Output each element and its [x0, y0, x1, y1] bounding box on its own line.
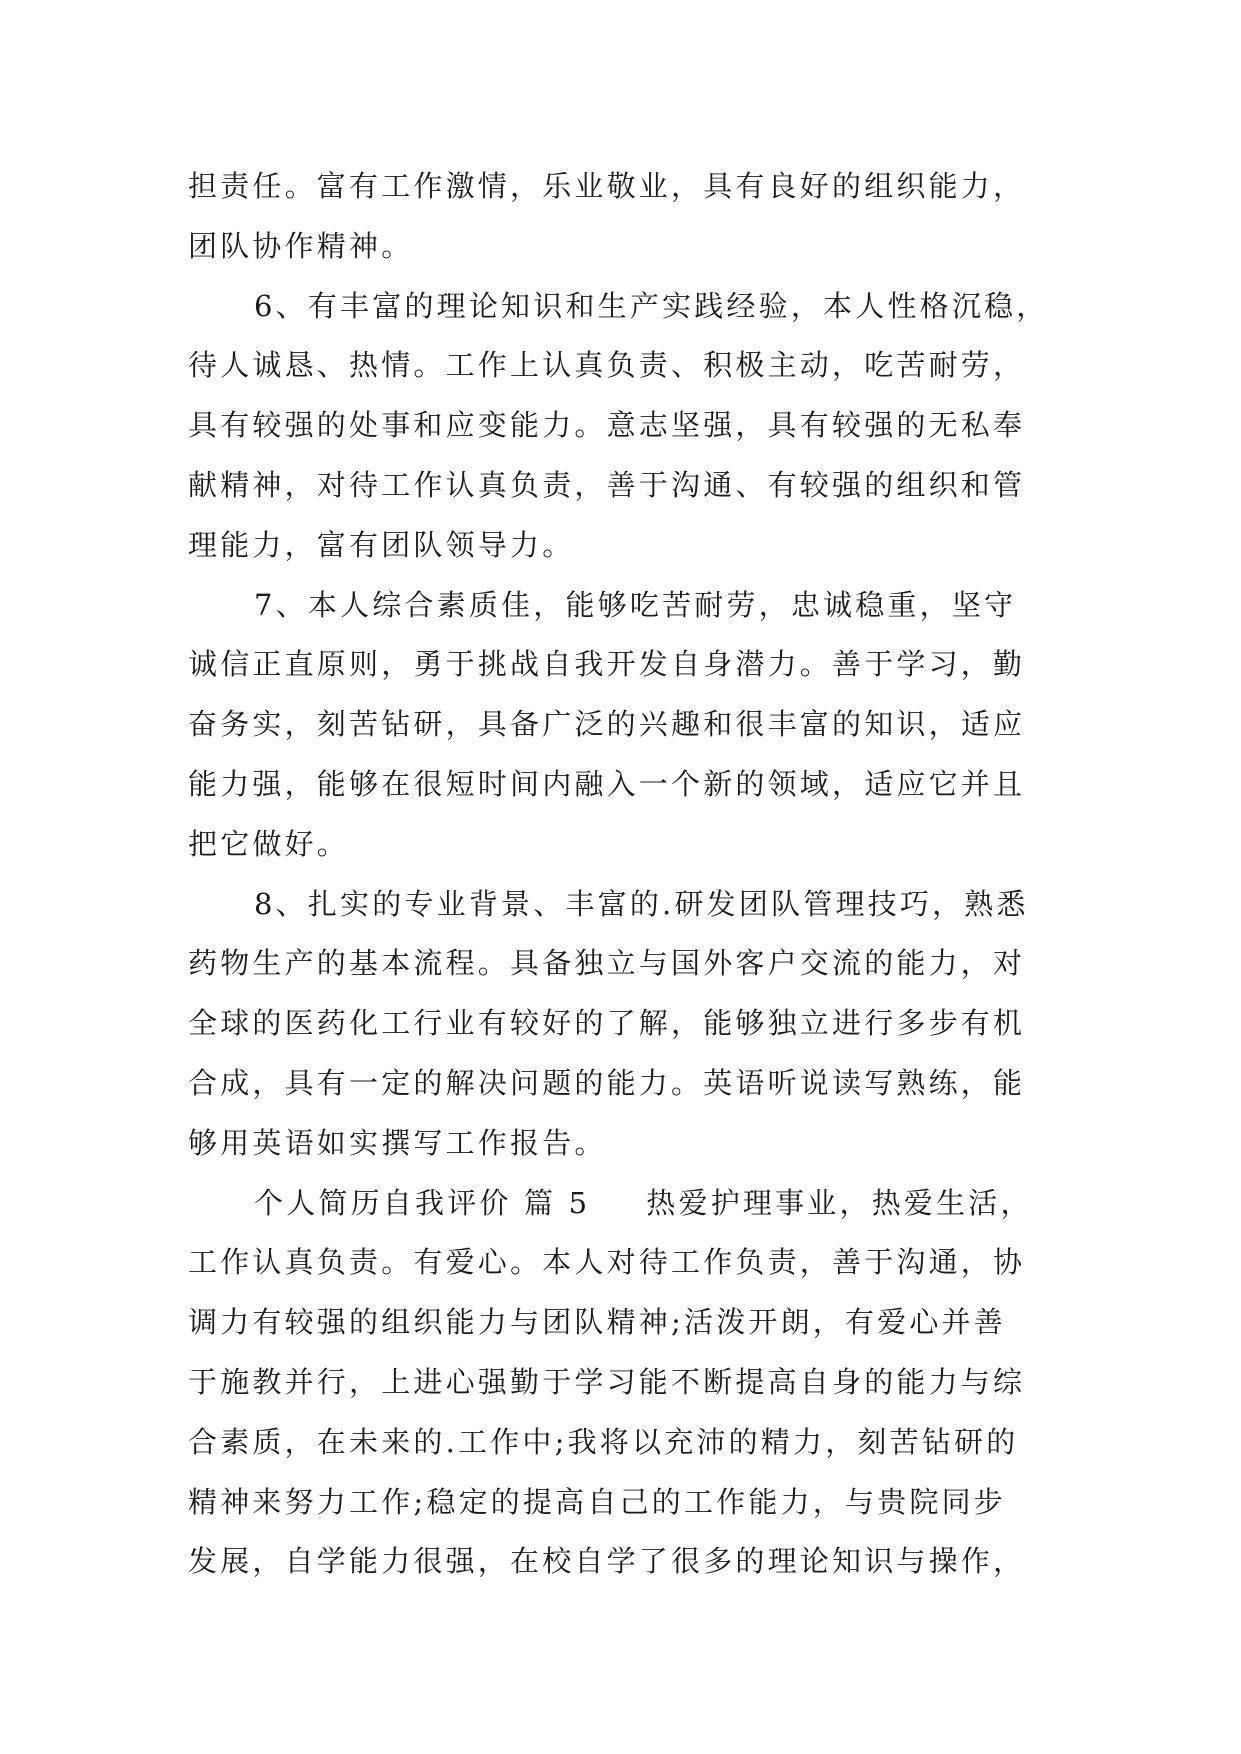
section-intro: 热爱护理事业，热爱生活， — [646, 1185, 1033, 1220]
text-line: 奋务实，刻苦钻研，具备广泛的兴趣和很丰富的知识，适应 — [188, 707, 1026, 742]
text-line: 8、扎实的专业背景、丰富的.研发团队管理技巧，熟悉 — [254, 886, 1029, 921]
section-heading: 个人简历自我评价 篇 5 — [254, 1185, 591, 1220]
text-line: 诚信正直原则，勇于挑战自我开发自身潜力。善于学习，勤 — [188, 647, 1026, 682]
text-line: 工作认真负责。有爱心。本人对待工作负责，善于沟通，协 — [188, 1245, 1026, 1280]
text-line: 合素质，在未来的.工作中;我将以充沛的精力，刻苦钻研的 — [188, 1424, 1019, 1459]
text-line: 担责任。富有工作激情，乐业敬业，具有良好的组织能力， — [188, 169, 1026, 203]
text-line: 全球的医药化工行业有较好的了解，能够独立进行多步有机 — [188, 1006, 1026, 1041]
text-line: 把它做好。 — [188, 826, 350, 861]
text-line: 具有较强的处事和应变能力。意志坚强，具有较强的无私奉 — [188, 408, 1026, 443]
text-line: 合成，具有一定的解决问题的能力。英语听说读写熟练，能 — [188, 1065, 1026, 1100]
text-line: 7、本人综合素质佳，能够吃苦耐劳，忠诚稳重，坚守 — [254, 587, 1017, 622]
text-line: 精神来努力工作;稳定的提高自己的工作能力，与贵院同步 — [188, 1484, 1006, 1519]
text-line: 够用英语如实撰写工作报告。 — [188, 1125, 607, 1160]
text-line: 6、有丰富的理论知识和生产实践经验，本人性格沉稳， — [254, 288, 1049, 323]
body-text — [188, 157, 1068, 1592]
section-heading-line — [188, 1174, 1068, 1234]
text-line: 能力强，能够在很短时间内融入一个新的领域，适应它并且 — [188, 766, 1026, 801]
text-line: 于施教并行，上进心强勤于学习能不断提高自身的能力与综 — [188, 1364, 1026, 1399]
text-line: 理能力，富有团队领导力。 — [188, 527, 575, 562]
text-line: 发展，自学能力很强，在校自学了很多的理论知识与操作， — [188, 1544, 1026, 1579]
text-line: 调力有较强的组织能力与团队精神;活泼开朗，有爱心并善 — [188, 1305, 1006, 1340]
text-line: 药物生产的基本流程。具备独立与国外客户交流的能力，对 — [188, 946, 1026, 981]
text-line: 待人诚恳、热情。工作上认真负责、积极主动，吃苦耐劳， — [188, 348, 1026, 383]
text-line: 团队协作精神。 — [188, 228, 414, 263]
text-line: 献精神，对待工作认真负责，善于沟通、有较强的组织和管 — [188, 467, 1026, 502]
